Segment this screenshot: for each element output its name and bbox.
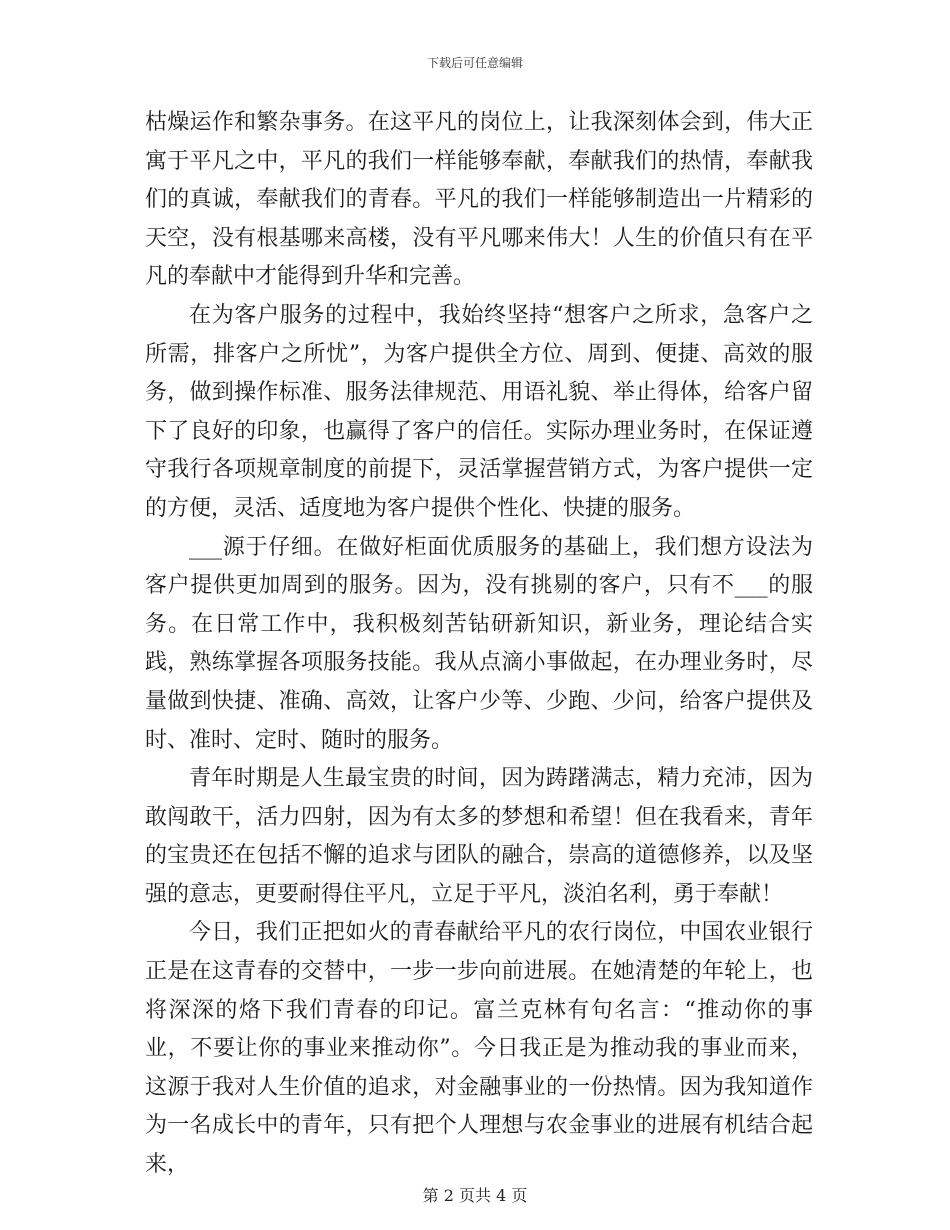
paragraph-5: 今日，我们正把如火的青春献给平凡的农行岗位，中国农业银行正是在这青春的交替中，一步一步向前进展。在她清楚的年轮上，也将深深的烙下我们青春的印记。富兰克林有句名言：“推动你的事业，不要让你的事业来推动你”。今日我正是为推动我的事业而来，这源于我对人生价值的追求，对金融事业的一份热情。因为我知道作为一名成长中的青年，只有把个人理想与农金事业的进展有机结合起来，: [145, 920, 813, 1178]
paragraph-3: ___源于仔细。在做好柜面优质服务的基础上，我们想方设法为客户提供更加周到的服务。因为，没有挑剔的客户，只有不___的服务。在日常工作中，我积极刻苦钻研新知识，新业务，理论结合实践，熟练掌握各项服务技能。我从点滴小事做起，在办理业务时，尽量做到快捷、准确、高效，让客户少等、少跑、少问，给客户提供及时、准时、定时、随时的服务。: [145, 534, 813, 753]
paragraph-1: 枯燥运作和繁杂事务。在这平凡的岗位上，让我深刻体会到，伟大正寓于平凡之中，平凡的我们一样能够奉献，奉献我们的热情，奉献我们的真诚，奉献我们的青春。平凡的我们一样能够制造出一片精彩的天空，没有根基哪来高楼，没有平凡哪来伟大！人生的价值只有在平凡的奉献中才能得到升华和完善。: [145, 110, 813, 290]
paragraph-2: 在为客户服务的过程中，我始终坚持“想客户之所求，急客户之所需，排客户之所忧”，为客户提供全方位、周到、便捷、高效的服务，做到操作标准、服务法律规范、用语礼貌、举止得体，给客户留下了良好的印象，也赢得了客户的信任。实际办理业务时，在保证遵守我行各项规章制度的前提下，灵活掌握营销方式，为客户提供一定的方便，灵活、适度地为客户提供个性化、快捷的服务。: [145, 302, 813, 521]
paragraph-4: 青年时期是人生最宝贵的时间，因为踌躇满志，精力充沛，因为敢闯敢干，活力四射，因为有太多的梦想和希望！但在我看来，青年的宝贵还在包括不懈的追求与团队的融合，崇高的道德修养，以及坚强的意志，更要耐得住平凡，立足于平凡，淡泊名利，勇于奉献！: [145, 766, 813, 907]
page-header-note: 下载后可任意编辑: [426, 56, 523, 70]
document-body: [145, 104, 813, 1185]
page-number: 第 2 页共 4 页: [422, 1186, 528, 1205]
